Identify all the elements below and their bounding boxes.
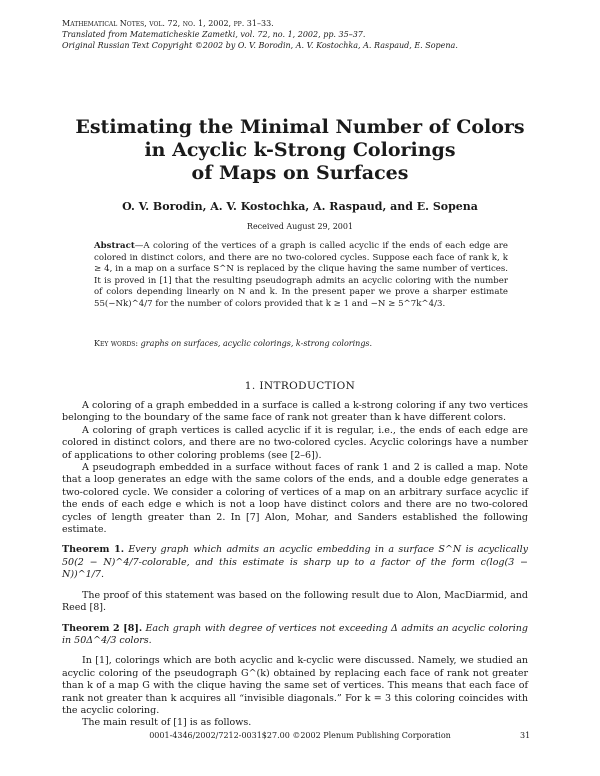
title-line-3: of Maps on Surfaces <box>191 162 409 184</box>
body-text <box>62 400 528 730</box>
journal-citation: Mathematical Notes, vol. 72, no. 1, 2002, pp. 31–33. <box>62 19 274 28</box>
abstract-text: —A coloring of the vertices of a graph is called acyclic if the ends of each edge are colored in distinct colors, and there are no two-colored cycles. Suppose each face of rank k, k ≥ 4, in a map on a surface S^N is replaced by the clique having the same number of vertices. It is proved in [1] that the resulting pseudograph admits an acyclic coloring with the number of colors depending linearly on N and k. In the present paper we prove a sharper estimate 55(−Nk)^4/7 for the number of colors provided that k ≥ 1 and −N ≥ 5^7k^4/3. <box>94 241 508 309</box>
theorem-1 <box>62 544 528 581</box>
page-number: 31 <box>520 731 531 740</box>
paragraph-2: A coloring of graph vertices is called acyclic if it is regular, i.e., the ends of each edge are colored in distinct colors, and there are no two-colored cycles. Acyclic colorings have a number of applications to other coloring problems (see [2–6]). <box>62 424 528 461</box>
title-line-1: Estimating the Minimal Number of Colors <box>75 116 525 138</box>
keywords-text: graphs on surfaces, acyclic colorings, k-strong colorings. <box>140 339 373 348</box>
received-date: Received August 29, 2001 <box>246 222 354 231</box>
translation-note: Translated from Matematicheskie Zametki, vol. 72, no. 1, 2002, pp. 35–37. <box>62 30 366 39</box>
paragraph-1: A coloring of a graph embedded in a surface is called a k-strong coloring if any two vertices belonging to the boundary of the same face of rank not greater than k have different colors. <box>62 400 528 424</box>
theorem-1-label: Theorem 1. <box>62 544 125 556</box>
abstract <box>94 241 508 311</box>
authors: O. V. Borodin, A. V. Kostochka, A. Raspaud, and E. Sopena <box>122 200 478 213</box>
paragraph-4: The proof of this statement was based on the following result due to Alon, MacDiarmid, and Reed [8]. <box>62 589 528 614</box>
keywords-label: Key words: <box>94 339 139 348</box>
theorem-2-text: Each graph with degree of vertices not exceeding Δ admits an acyclic coloring in 50Δ^4/3 colors. <box>62 622 529 646</box>
paragraph-6: The main result of [1] is as follows. <box>82 717 252 729</box>
section-heading: 1. INTRODUCTION <box>244 380 356 392</box>
footer-citation: 0001-4346/2002/7212-0031$27.00 ©2002 Plenum Publishing Corporation <box>149 731 451 740</box>
theorem-1-text: Every graph which admits an acyclic embedding in a surface S^N is acyclically 50(2 − N)^4/7-colorable, and this estimate is sharp up to a factor of the form c(log(3 − N))^1/7. <box>62 544 529 581</box>
abstract-label: Abstract <box>94 241 135 251</box>
paragraph-5: In [1], colorings which are both acyclic and k-cyclic were discussed. Namely, we studied an acyclic coloring of the pseudograph G^(k) obtained by replacing each face of rank not greater than k of a map G with the clique having the same set of vertices. This means that each face of rank not greater than k acquires all “invisible diagonals.” For k = 3 this coloring coincides with the acyclic coloring. <box>62 655 528 716</box>
paragraph-3: A pseudograph embedded in a surface without faces of rank 1 and 2 is called a map. Note that a loop generates an edge with the same colors of the ends, and a double edge generates a two-colored cycle. We consider a coloring of vertices of a map on an arbitrary surface acyclic if the ends of each edge e which is not a loop have distinct colors and there are no two-colored cycles of length greater than 2. In [7] Alon, Mohar, and Sanders established the following estimate. <box>62 462 528 536</box>
theorem-2 <box>62 623 528 648</box>
copyright-note: Original Russian Text Copyright ©2002 by O. V. Borodin, A. V. Kostochka, A. Raspaud, E. Sopena. <box>62 41 458 50</box>
paper-title <box>40 116 560 185</box>
keywords <box>94 339 508 348</box>
title-line-2: in Acyclic k-Strong Colorings <box>144 139 456 161</box>
theorem-2-label: Theorem 2 [8]. <box>62 622 143 634</box>
